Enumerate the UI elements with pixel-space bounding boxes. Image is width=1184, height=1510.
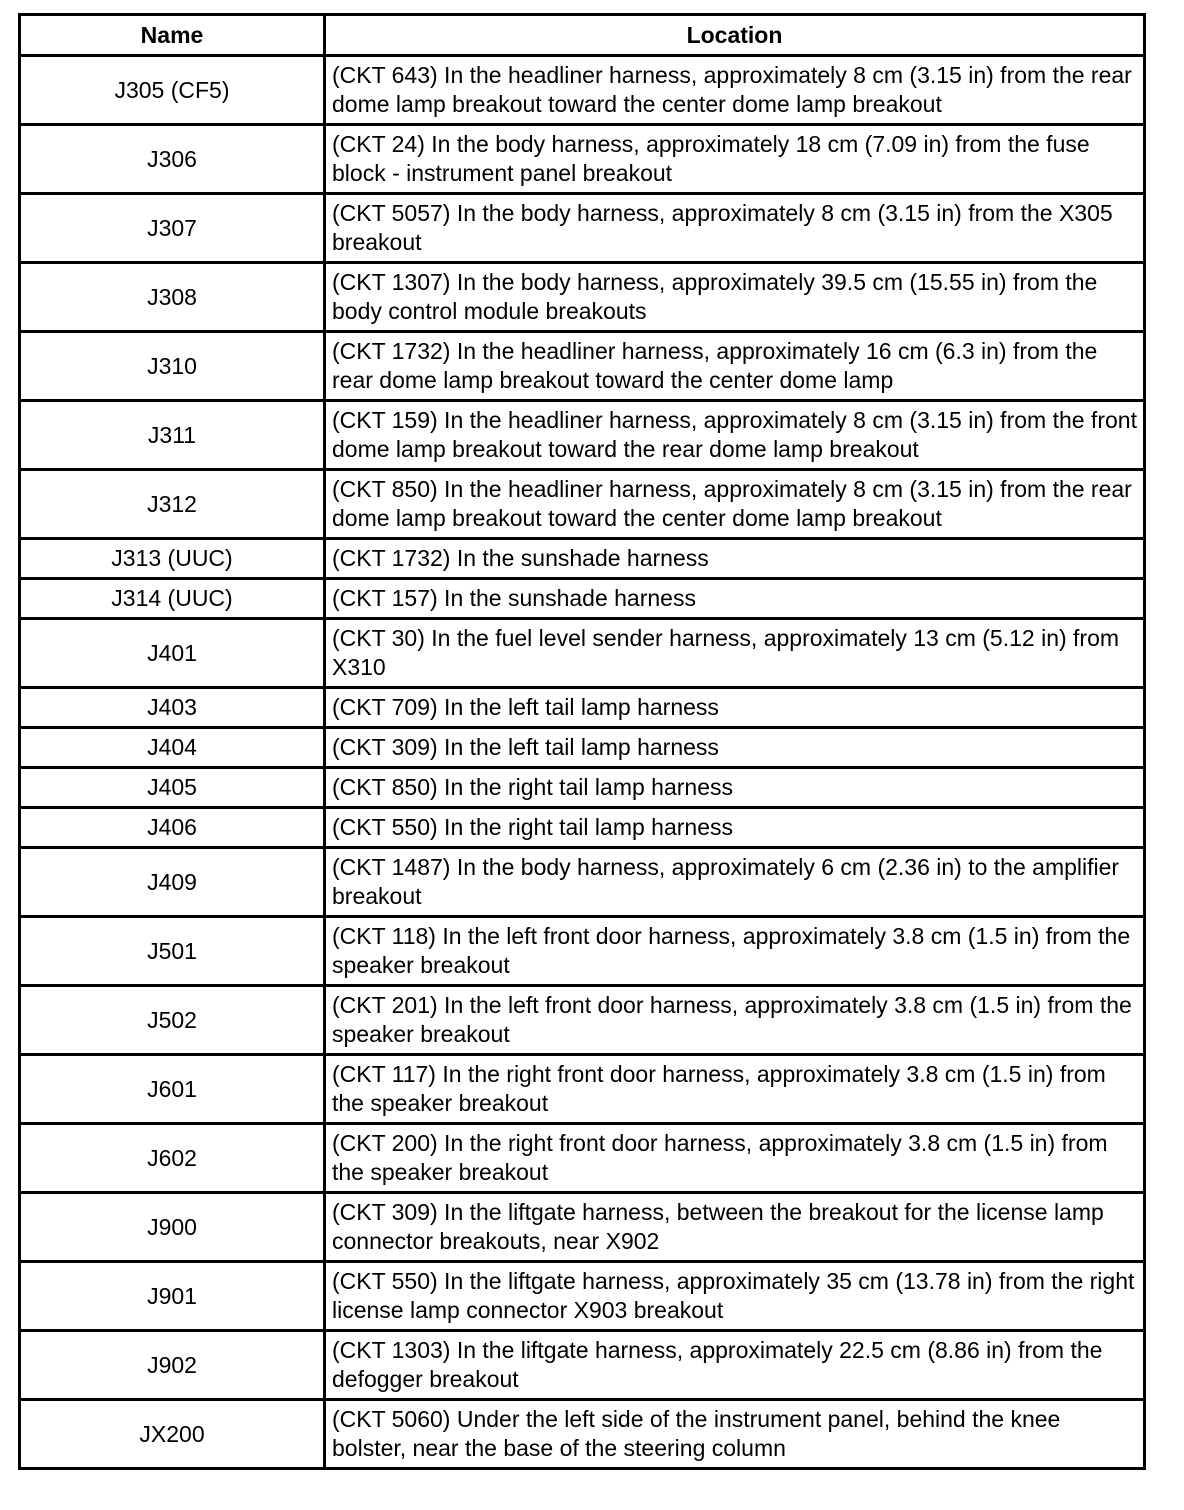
splice-name: J311: [20, 401, 325, 470]
table-row: [20, 619, 1145, 688]
splice-name: JX200: [20, 1400, 325, 1469]
table-row: [20, 539, 1145, 579]
splice-location: (CKT 201) In the left front door harness, approximately 3.8 cm (1.5 in) from the speaker breakout: [325, 986, 1145, 1055]
splice-location: (CKT 5057) In the body harness, approximately 8 cm (3.15 in) from the X305 breakout: [325, 194, 1145, 263]
table-row: [20, 1124, 1145, 1193]
splice-location: (CKT 117) In the right front door harness, approximately 3.8 cm (1.5 in) from the speaker breakout: [325, 1055, 1145, 1124]
splice-location: (CKT 643) In the headliner harness, approximately 8 cm (3.15 in) from the rear dome lamp breakout toward the center dome lamp breakout: [325, 56, 1145, 125]
table-row: [20, 986, 1145, 1055]
splice-name: J310: [20, 332, 325, 401]
table-row: [20, 1331, 1145, 1400]
table-row: [20, 401, 1145, 470]
splice-name: J502: [20, 986, 325, 1055]
splice-name: J308: [20, 263, 325, 332]
splice-name: J900: [20, 1193, 325, 1262]
splice-location: (CKT 550) In the liftgate harness, approximately 35 cm (13.78 in) from the right license lamp connector X903 breakout: [325, 1262, 1145, 1331]
header-row: [20, 15, 1145, 56]
splice-name: J602: [20, 1124, 325, 1193]
table-row: [20, 125, 1145, 194]
splice-name: J501: [20, 917, 325, 986]
table-row: [20, 56, 1145, 125]
table-row: [20, 728, 1145, 768]
splice-name: J404: [20, 728, 325, 768]
splice-location-table: [18, 13, 1146, 1470]
table-row: [20, 1055, 1145, 1124]
splice-name: J314 (UUC): [20, 579, 325, 619]
splice-name: J307: [20, 194, 325, 263]
splice-location: (CKT 1307) In the body harness, approximately 39.5 cm (15.55 in) from the body control module breakouts: [325, 263, 1145, 332]
splice-location: (CKT 1732) In the sunshade harness: [325, 539, 1145, 579]
table-row: [20, 470, 1145, 539]
splice-location: (CKT 1487) In the body harness, approximately 6 cm (2.36 in) to the amplifier breakout: [325, 848, 1145, 917]
splice-name: J401: [20, 619, 325, 688]
splice-name: J409: [20, 848, 325, 917]
splice-location: (CKT 24) In the body harness, approximately 18 cm (7.09 in) from the fuse block - instrument panel breakout: [325, 125, 1145, 194]
splice-location: (CKT 309) In the liftgate harness, between the breakout for the license lamp connector breakouts, near X902: [325, 1193, 1145, 1262]
table-row: [20, 194, 1145, 263]
splice-location: (CKT 5060) Under the left side of the instrument panel, behind the knee bolster, near the base of the steering column: [325, 1400, 1145, 1469]
table-row: [20, 1400, 1145, 1469]
table-row: [20, 917, 1145, 986]
splice-location: (CKT 30) In the fuel level sender harness, approximately 13 cm (5.12 in) from X310: [325, 619, 1145, 688]
splice-location: (CKT 550) In the right tail lamp harness: [325, 808, 1145, 848]
name-column-header: Name: [20, 15, 325, 56]
splice-location: (CKT 1732) In the headliner harness, approximately 16 cm (6.3 in) from the rear dome lamp breakout toward the center dome lamp: [325, 332, 1145, 401]
splice-name: J403: [20, 688, 325, 728]
table-row: [20, 1262, 1145, 1331]
splice-name: J902: [20, 1331, 325, 1400]
splice-location: (CKT 709) In the left tail lamp harness: [325, 688, 1145, 728]
splice-name: J405: [20, 768, 325, 808]
table-row: [20, 1193, 1145, 1262]
table-row: [20, 808, 1145, 848]
splice-location: (CKT 309) In the left tail lamp harness: [325, 728, 1145, 768]
splice-name: J406: [20, 808, 325, 848]
table-row: [20, 332, 1145, 401]
splice-location: (CKT 118) In the left front door harness, approximately 3.8 cm (1.5 in) from the speaker breakout: [325, 917, 1145, 986]
table-row: [20, 263, 1145, 332]
splice-name: J305 (CF5): [20, 56, 325, 125]
splice-location: (CKT 1303) In the liftgate harness, approximately 22.5 cm (8.86 in) from the defogger breakout: [325, 1331, 1145, 1400]
splice-location: (CKT 159) In the headliner harness, approximately 8 cm (3.15 in) from the front dome lamp breakout toward the rear dome lamp breakout: [325, 401, 1145, 470]
table-row: [20, 768, 1145, 808]
splice-name: J901: [20, 1262, 325, 1331]
location-column-header: Location: [325, 15, 1145, 56]
splice-location: (CKT 157) In the sunshade harness: [325, 579, 1145, 619]
splice-location: (CKT 200) In the right front door harness, approximately 3.8 cm (1.5 in) from the speaker breakout: [325, 1124, 1145, 1193]
splice-name: J306: [20, 125, 325, 194]
splice-name: J313 (UUC): [20, 539, 325, 579]
splice-location: (CKT 850) In the right tail lamp harness: [325, 768, 1145, 808]
table-row: [20, 579, 1145, 619]
table-row: [20, 848, 1145, 917]
splice-name: J601: [20, 1055, 325, 1124]
table-row: [20, 688, 1145, 728]
splice-location: (CKT 850) In the headliner harness, approximately 8 cm (3.15 in) from the rear dome lamp breakout toward the center dome lamp breakout: [325, 470, 1145, 539]
splice-name: J312: [20, 470, 325, 539]
